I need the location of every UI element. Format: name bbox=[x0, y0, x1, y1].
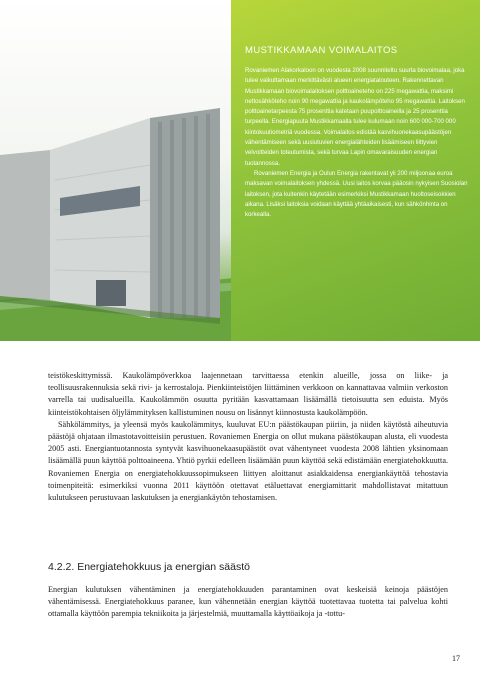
panel-title: MUSTIKKAMAAN VOIMALAITOS bbox=[245, 45, 398, 56]
body-paragraph: Sähkölämmitys, ja yleensä myös kaukolämmitys, kuuluvat EU:n päästökaupan piiriin, ja niiden käytöstä aiheutuvia päästöjä ohjataan ilmastotavoitteisiin perustuen. Rovaniemen Energia on ollut mukana päästökaupan alusta, eli vuodesta 2005 asti. Energiantuotannosta syntyvät kasvihuonekaasupäästöt ovat vähentyneet vuodesta 2008 lähtien yksinomaan lisäämällä puun käyttöä polttoaineena. Yhtiö pyrkii edelleen lisäämään puun käyttöä sekä edistämään energiatehokkuutta. Rovaniemen Energia on energiatehokkuussopimukseen liittyen aloittanut asiakkaidensa energiankäyttöä tehostavia toimenpiteitä: esimerkiksi vuonna 2011 käyttöön otettavat etäluettavat energiamittarit mahdollistavat mitattuun kulutukseen perustuvaan laskutuksen ja energiankäytön tehostamisen. bbox=[48, 419, 448, 503]
section-heading: 4.2.2. Energiatehokkuus ja energian säästö bbox=[48, 561, 250, 573]
panel-body bbox=[245, 66, 470, 220]
section-text bbox=[48, 584, 448, 621]
panel-paragraph: Rovaniemen Energia ja Oulun Energia rakentavat yli 200 miljoonaa euroa maksavan voimalaitoksen yhdessä. Uusi laitos korvaa pääosin nykyisen Suosiolan laitoksen, jota kuitenkin käytetään esimerkiksi Mustikkamaan huoltoseisokkien aikana. Lisäksi laitoksia voidaan käyttää yhtäaikaisesti, kun sähkönhinta on korkealla. bbox=[245, 169, 468, 219]
body-paragraph: teistökeskittymissä. Kaukolämpöverkkoa laajennetaan tarvittaessa etenkin alueille, jossa on liike- ja teollisuusrakennuksia sekä rivi- ja kerrostaloja. Pienkiinteistöjen liittäminen verkkoon on kannattavaa valmiin verkoston varrella tai uudisalueilla. Kaukolämmön osuutta pyritään kasvattamaan lisäämällä tietoisuutta sen eduista. Myös kiinteistökohtaisen öljylämmityksen kallistuminen nousu on lisännyt kiinnostusta kaukolämpöön. bbox=[48, 371, 448, 417]
section-paragraph: Energian kulutuksen vähentäminen ja energiatehokkuuden parantaminen ovat keskeisiä keinoja päästöjen vähentämisessä. Energiatehokkuus paranee, kun vähennetään energian käyttöä tuotettavaa tuotetta tai palvelua kohti ottamalla käyttöön parempia tekniikoita ja järjestelmiä, muuttamalla käyttöaikoja ja -tottu- bbox=[48, 585, 448, 619]
page-number: 17 bbox=[452, 654, 460, 663]
building-left bbox=[0, 150, 50, 300]
panel-paragraph: Rovaniemen Alakorkaloon on vuodesta 2008 suunniteltu suurta biovoimalaa, joka tulee vaikuttamaan merkittävästi alueen energiatalouteen. Rakennettavan Mustikkamaan biovoimalaitoksen polttoaineteho on 225 megawattia, maksimi nettosähköteho noin 90 megawattia ja kaukolämpöteho 95 megawattia. Laitoksen polttoainetarpeesta 75 prosenttia katetaan puupolttoaineilla ja 25 prosenttia turpeella. Energiapuuta Mustikkamaalla tulee kulumaan noin 600 000-700 000 kiintokuutiometriä vuodessa. Voimalaitos edistää kasvihuonekaasupäästöjen vähentämiseen sekä uusiutuvien energialähteiden lisäämiseen liittyvien velvoitteiden toteutumista, sekä turvaa Lapin omavaraisuuden energian tuotannossa. bbox=[245, 67, 465, 167]
entrance bbox=[96, 280, 126, 306]
info-panel bbox=[231, 0, 480, 341]
body-text bbox=[48, 370, 448, 504]
